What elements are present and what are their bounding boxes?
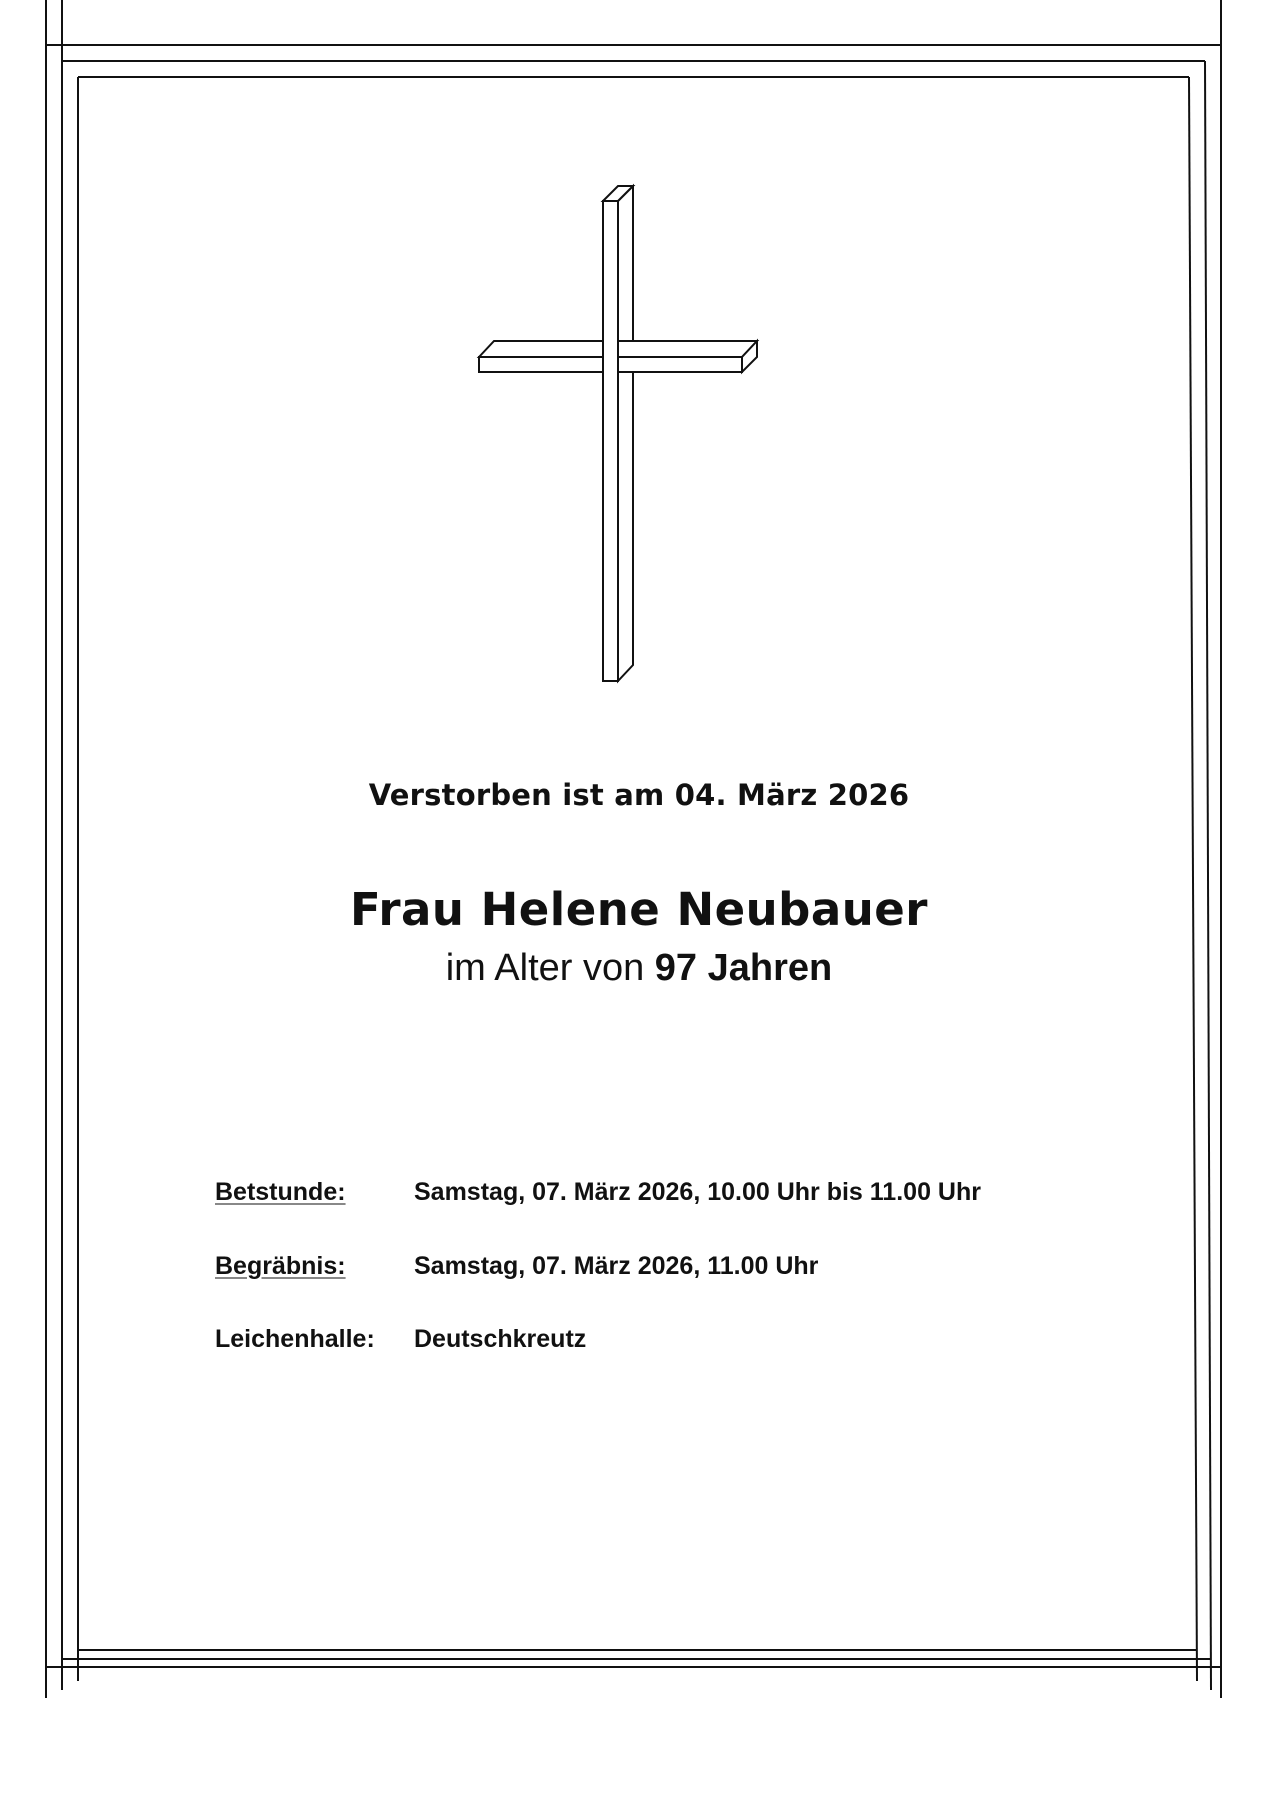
detail-value: Deutschkreutz	[414, 1325, 587, 1353]
age-line	[0, 947, 1278, 990]
age-suffix: Jahren	[707, 947, 833, 989]
death-date-headline: Verstorben ist am 04. März 2026	[368, 778, 910, 812]
detail-label: Leichenhalle:	[215, 1325, 375, 1353]
detail-value: Samstag, 07. März 2026, 11.00 Uhr	[414, 1252, 819, 1280]
age-prefix: im Alter von	[445, 947, 655, 989]
detail-label: Betstunde:	[215, 1178, 346, 1206]
age-number: 97	[654, 947, 698, 989]
detail-value: Samstag, 07. März 2026, 10.00 Uhr bis 11.00 Uhr	[414, 1178, 981, 1206]
detail-label: Begräbnis:	[215, 1252, 346, 1280]
cross-icon	[479, 186, 757, 681]
deceased-name: Frau Helene Neubauer	[349, 883, 928, 936]
